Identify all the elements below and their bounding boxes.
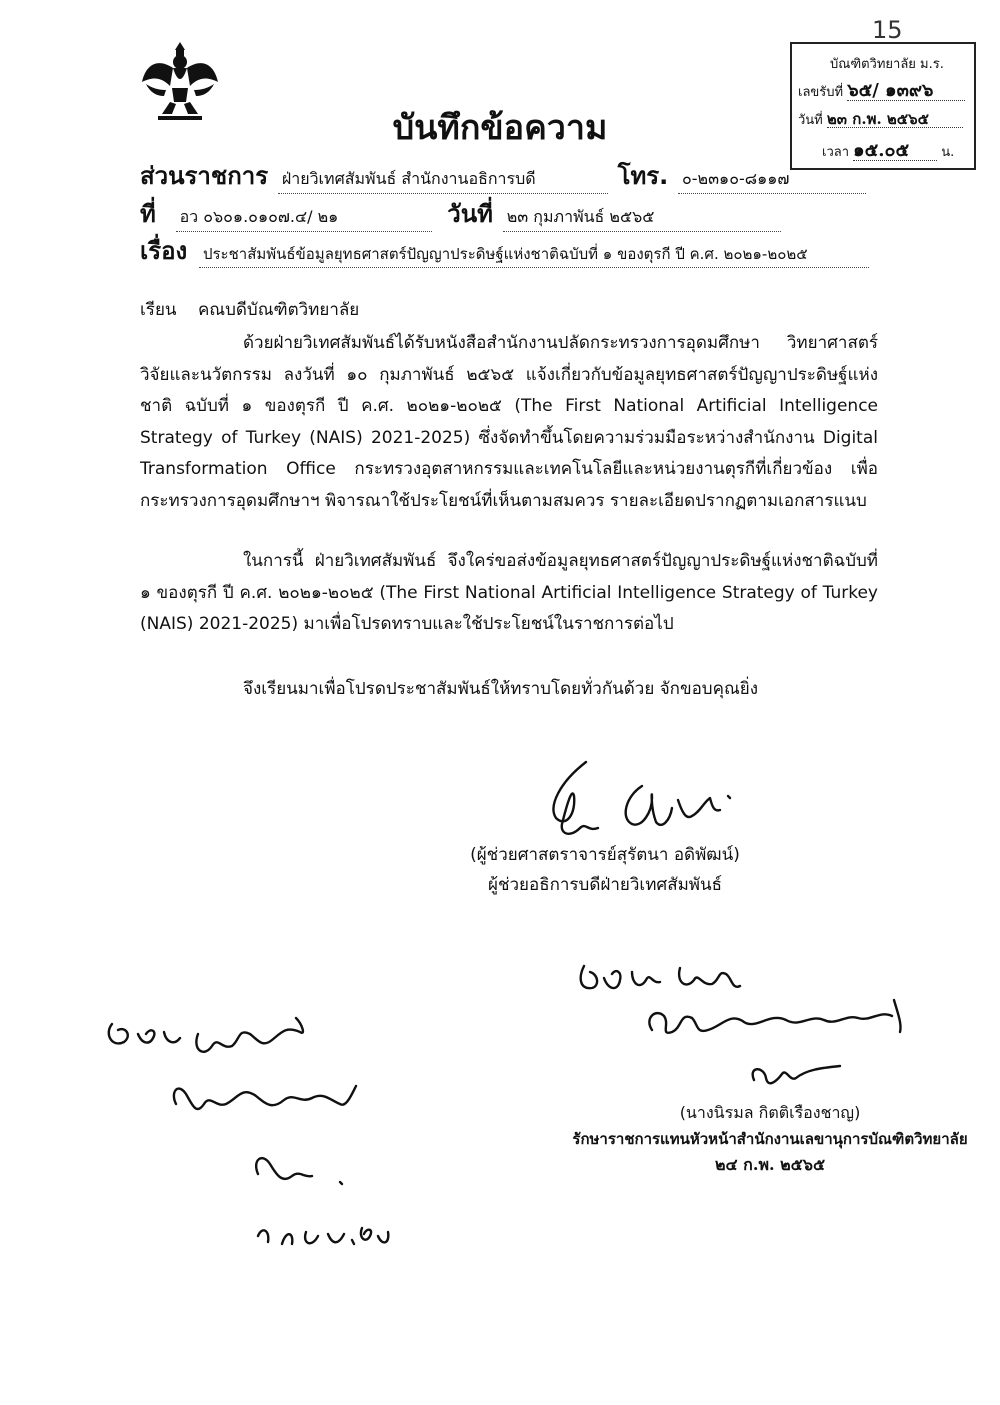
endorsement-date: ๒๔ ก.พ. ๒๕๖๕ xyxy=(714,1155,826,1174)
stamp-number-value: ๖๕/ ๑๓๙๖ xyxy=(847,82,965,101)
signer-position: ผู้ช่วยอธิการบดีฝ่ายวิเทศสัมพันธ์ xyxy=(488,875,722,895)
page-number: 15 xyxy=(872,16,903,44)
stamp-time-value: ๑๕.๐๕ xyxy=(853,142,937,161)
subject-value: ประชาสัมพันธ์ข้อมูลยุทธศาสตร์ปัญญาประดิษฐ์แห่งชาติฉบับที่ ๑ ของตุรกี ปี ค.ศ. ๒๐๒๑-๒๐๒๕ xyxy=(199,242,869,268)
stamp-time-label: เวลา xyxy=(822,145,850,160)
endorsement-position: รักษาราชการแทนหัวหน้าสำนักงานเลขานุการบัณฑิตวิทยาลัย xyxy=(572,1130,968,1148)
left-handwritten-note-icon xyxy=(109,1018,389,1244)
date-value: ๒๓ กุมภาพันธ์ ๒๕๖๕ xyxy=(503,205,781,232)
salutation-value: คณบดีบัณฑิตวิทยาลัย xyxy=(197,300,360,320)
endorsement-block xyxy=(560,1100,980,1178)
endorsement-name: (นางนิรมล กิตติเรืองชาญ) xyxy=(679,1103,861,1122)
department-line xyxy=(140,156,866,195)
endorsement-handwritten-note-icon xyxy=(581,966,901,1083)
subject-line xyxy=(140,231,869,270)
reference-value: อว ๐๖๐๑.๐๑๐๗.๔/ ๒๑ xyxy=(176,205,432,232)
reference-line xyxy=(140,194,781,233)
telephone-value: ๐-๒๓๑๐-๘๑๑๗ xyxy=(678,167,866,194)
document-title: บันทึกข้อความ xyxy=(392,108,608,148)
stamp-number-label: เลขรับที่ xyxy=(798,85,844,100)
signer-signature-icon xyxy=(554,762,730,834)
closing-sentence: จึงเรียนมาเพื่อโปรดประชาสัมพันธ์ให้ทราบโดยทั่วกันด้วย จักขอบคุณยิ่ง xyxy=(243,679,758,699)
body-paragraph-1: ด้วยฝ่ายวิเทศสัมพันธ์ได้รับหนังสือสำนักงานปลัดกระทรวงการอุดมศึกษา วิทยาศาสตร์ วิจัยและนวัตกรรม ลงวันที่ ๑๐ กุมภาพันธ์ ๒๕๖๕ แจ้งเกี่ยวกับข้อมูลยุทธศาสตร์ปัญญาประดิษฐ์แห่งชาติ ฉบับที่ ๑ ของตุรกี ปี ค.ศ. ๒๐๒๑-๒๐๒๕ (The First National Artificial Intelligence Strategy of Turkey (NAIS) 2021-2025) ซึ่งจัดทำขึ้นโดยความร่วมมือระหว่างสำนักงาน Digital Transformation Office กระทรวงอุตสาหกรรมและเทคโนโลยีและหน่วยงานตุรกีที่เกี่ยวข้อง เพื่อกระทรวงการอุดมศึกษาฯ พิจารณาใช้ประโยชน์ที่เห็นตามสมควร รายละเอียดปรากฏตามเอกสารแนบ xyxy=(140,333,878,511)
reference-label: ที่ xyxy=(140,200,156,228)
signer-name: (ผู้ช่วยศาสตราจารย์สุรัตนา อดิพัฒน์) xyxy=(470,845,740,865)
telephone-label: โทร. xyxy=(617,162,669,190)
department-label: ส่วนราชการ xyxy=(140,162,269,190)
salutation xyxy=(140,296,375,323)
signer-block xyxy=(455,840,755,900)
stamp-date-label: วันที่ xyxy=(798,113,823,128)
stamp-time-suffix: น. xyxy=(941,145,955,160)
subject-label: เรื่อง xyxy=(140,237,188,265)
department-value: ฝ่ายวิเทศสัมพันธ์ สำนักงานอธิการบดี xyxy=(278,167,608,194)
stamp-date-value: ๒๓ ก.พ. ๒๕๖๕ xyxy=(827,112,963,128)
date-label: วันที่ xyxy=(447,200,493,228)
stamp-org: บัณฑิตวิทยาลัย ม.ร. xyxy=(830,57,944,72)
salutation-label: เรียน xyxy=(140,300,177,320)
body-paragraph-2: ในการนี้ ฝ่ายวิเทศสัมพันธ์ จึงใคร่ขอส่งข้อมูลยุทธศาสตร์ปัญญาประดิษฐ์แห่งชาติฉบับที่ ๑ ของตุรกี ปี ค.ศ. ๒๐๒๑-๒๐๒๕ (The First National Artificial Intelligence Strategy of Turkey (NAIS) 2021-2025) มาเพื่อโปรดทราบและใช้ประโยชน์ในราชการต่อไป xyxy=(140,551,878,634)
